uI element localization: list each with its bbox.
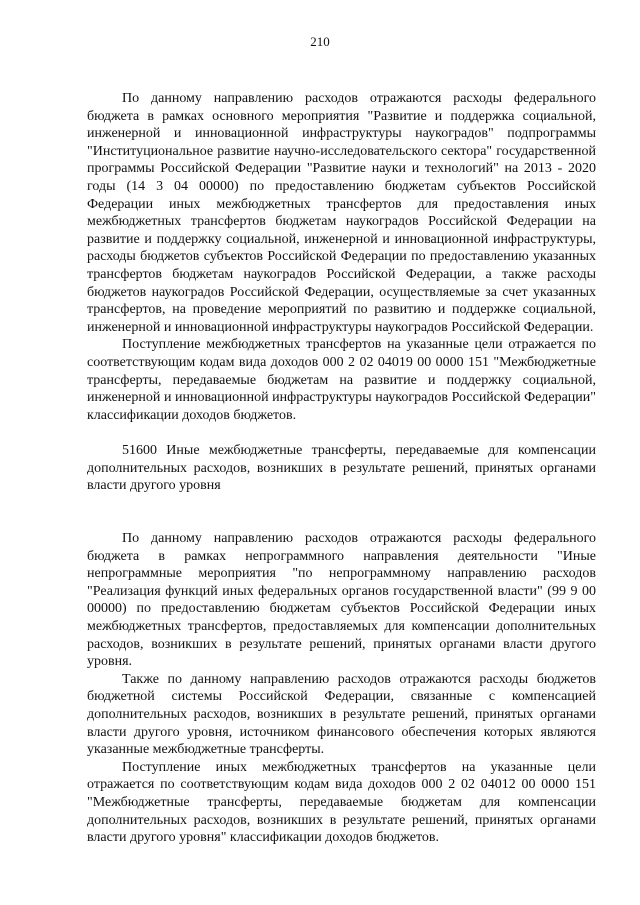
spacer — [87, 424, 596, 442]
paragraph: По данному направлению расходов отражаются расходы федерального бюджета в рамках непрограммного направления деятельности "Иные непрограммные мероприятия "по непрограммному направлению расходов "Реализация функций иных федеральных органов государственной власти" (99 9 00 00000) по предоставлению бюджетам субъектов Российской Федерации иных межбюджетных трансфертов, предоставляемых для компенсации дополнительных расходов, возникших в результате решений, принятых органами власти другого уровня. — [87, 531, 596, 670]
section-heading: 51600 Иные межбюджетные трансферты, передаваемые для компенсации дополнительных расходов, возникших в результате решений, принятых органами власти другого уровня — [87, 443, 596, 494]
paragraph: По данному направлению расходов отражаются расходы федерального бюджета в рамках основного мероприятия "Развитие и поддержка социальной, инженерной и инновационной инфраструктуры наукоградов" подпрограммы "Институциональное развитие научно-исследовательского сектора" государственной программы Российской Федерации "Развитие науки и технологий" на 2013 - 2020 годы (14 3 04 00000) по предоставлению бюджетам субъектов Российской Федерации иных межбюджетных трансфертов для предоставления иных межбюджетных трансфертов бюджетам наукоградов Российской Федерации на развитие и поддержку социальной, инженерной и инновационной инфраструктуры, расходы бюджетов субъектов Российской Федерации по предоставлению указанных трансфертов бюджетам наукоградов Российской Федерации, а также расходы бюджетов наукоградов Российской Федерации, осуществляемые за счет указанных трансфертов, на проведение мероприятий по развитию и поддержке социальной, инженерной и инновационной инфраструктуры наукоградов Российской Федерации. — [87, 91, 596, 335]
spacer — [87, 495, 596, 530]
paragraph: Поступление иных межбюджетных трансфертов на указанные цели отражается по соответствующим кодам вида доходов 000 2 02 04012 00 0000 151 "Межбюджетные трансферты, передаваемые бюджетам для компенсации дополнительных расходов, возникших в результате решений, принятых органами власти другого уровня" классификации доходов бюджетов. — [87, 759, 596, 846]
paragraph: Поступление межбюджетных трансфертов на указанные цели отражается по соответствующим кодам вида доходов 000 2 02 04019 00 0000 151 "Межбюджетные трансферты, передаваемые бюджетам на развитие и поддержку социальной, инженерной и инновационной инфраструктуры наукоградов Российской Федерации" классификации доходов бюджетов. — [87, 337, 596, 423]
document-body — [87, 90, 596, 847]
paragraph: Также по данному направлению расходов отражаются расходы бюджетов бюджетной системы Российской Федерации, связанные с компенсацией дополнительных расходов, возникших в результате решений, принятых органами власти другого уровня, источником финансового обеспечения которых являются указанные межбюджетные трансферты. — [87, 671, 596, 758]
page-number: 210 — [310, 34, 330, 49]
